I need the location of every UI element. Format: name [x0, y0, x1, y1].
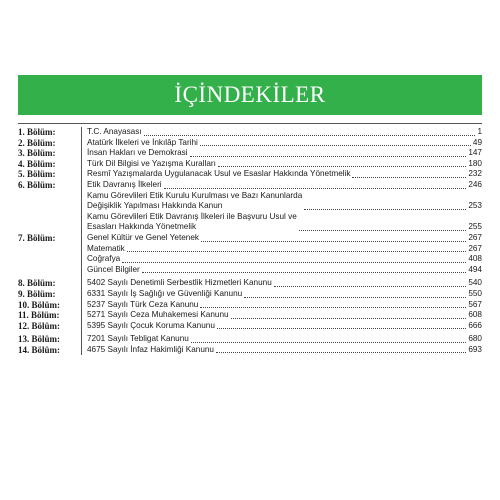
- toc-entry: [87, 310, 482, 321]
- toc-page-number: 49: [472, 137, 482, 147]
- toc-row: [18, 138, 482, 149]
- toc-entry: [87, 334, 482, 345]
- toc-entry: [87, 169, 482, 180]
- toc-entry: [87, 191, 482, 212]
- toc-vertical-rule: [81, 310, 82, 321]
- toc-vertical-rule: [81, 289, 82, 300]
- toc-row: [18, 169, 482, 180]
- toc-entry-title: T.C. Anayasası: [87, 127, 142, 136]
- toc-chapter-label: 9. Bölüm:: [18, 288, 56, 299]
- toc-vertical-rule: [81, 191, 82, 212]
- toc-page-number: 494: [468, 264, 482, 274]
- toc-dot-leader: [231, 318, 467, 319]
- toc-row: [18, 278, 482, 289]
- toc-entry: [87, 321, 482, 332]
- toc-chapter-label: 1. Bölüm:: [18, 127, 56, 137]
- toc-entry-title: 7201 Sayılı Tebligat Kanunu: [87, 334, 189, 344]
- toc-vertical-rule: [81, 127, 82, 138]
- toc-dot-leader: [200, 307, 466, 308]
- toc-page-number: 567: [468, 299, 482, 309]
- toc-entry-title: Genel Kültür ve Genel Yetenek: [87, 232, 199, 242]
- toc-banner: [18, 75, 482, 115]
- toc-entry-title: Kamu Görevlileri Etik Kurulu Kurulması ve Bazı Kanunlarda Değişiklik Yapılması Hakkında Kanun: [87, 190, 303, 211]
- toc-vertical-rule: [81, 159, 82, 170]
- toc-entry-title: Güncel Bilgiler: [87, 264, 140, 274]
- toc-chapter-label: 11. Bölüm:: [18, 310, 60, 321]
- toc-dot-leader: [200, 145, 471, 146]
- toc-dot-leader: [144, 135, 476, 136]
- toc-page-number: 540: [468, 278, 482, 288]
- toc-chapter-label: 3. Bölüm:: [18, 148, 56, 159]
- toc-entry: [87, 180, 482, 191]
- toc-chapter-label: 7. Bölüm:: [18, 232, 56, 243]
- toc-chapter-label: 4. Bölüm:: [18, 158, 56, 169]
- toc-vertical-rule: [81, 345, 82, 356]
- toc-vertical-rule: [81, 180, 82, 191]
- toc-vertical-rule: [81, 300, 82, 311]
- toc-page-number: 267: [468, 243, 482, 253]
- toc-vertical-rule: [81, 212, 82, 233]
- toc-entry-title: 4675 Sayılı İnfaz Hakimliği Kanunu: [87, 344, 214, 354]
- toc-dot-leader: [190, 156, 467, 157]
- toc-dot-leader: [216, 352, 466, 353]
- toc-entry-title: Coğrafya: [87, 254, 121, 264]
- toc-entry-title: 6331 Sayılı İş Sağlığı ve Güvenliği Kanunu: [87, 288, 243, 298]
- toc-entry: [87, 254, 482, 265]
- toc-page-number: 666: [468, 320, 482, 330]
- toc-page-number: 608: [468, 310, 482, 320]
- divider: [18, 123, 482, 124]
- toc-page-number: 232: [468, 169, 482, 179]
- toc-row: [18, 265, 482, 276]
- toc-entry-title: İnsan Hakları ve Demokrasi: [87, 148, 188, 158]
- toc-row: [18, 254, 482, 265]
- toc-row: [18, 334, 482, 345]
- toc-entry: [87, 244, 482, 255]
- toc-chapter-label: 6. Bölüm:: [18, 179, 56, 190]
- toc-row: [18, 159, 482, 170]
- toc-entry-title: 5237 Sayılı Türk Ceza Kanunu: [87, 299, 199, 309]
- toc-chapter-label: 13. Bölüm:: [18, 334, 61, 345]
- toc-entry-title: Atatürk İlkeleri ve İnkılâp Tarihi: [87, 137, 198, 147]
- toc-row: [18, 233, 482, 244]
- toc-entry: [87, 345, 482, 356]
- toc-chapter-label: 14. Bölüm:: [18, 344, 61, 355]
- toc-page-number: 267: [468, 232, 482, 242]
- toc-entry: [87, 278, 482, 289]
- toc-dot-leader: [164, 188, 467, 189]
- toc-row: [18, 289, 482, 300]
- toc-row: [18, 321, 482, 332]
- toc-entry: [87, 127, 482, 138]
- toc-row: [18, 212, 482, 233]
- toc-page-number: 180: [468, 158, 482, 168]
- toc-row: [18, 191, 482, 212]
- toc-entry: [87, 289, 482, 300]
- table-of-contents: [18, 127, 482, 355]
- toc-page-number: 408: [468, 254, 482, 264]
- toc-dot-leader: [304, 209, 466, 210]
- toc-page-number: 1: [477, 127, 482, 136]
- toc-chapter-label: 5. Bölüm:: [18, 169, 56, 180]
- toc-entry: [87, 159, 482, 170]
- toc-dot-leader: [274, 286, 467, 287]
- toc-entry-title: 5402 Sayılı Denetimli Serbestlik Hizmetleri Kanunu: [87, 278, 272, 288]
- toc-vertical-rule: [81, 138, 82, 149]
- toc-entry-title: 5271 Sayılı Ceza Muhakemesi Kanunu: [87, 310, 229, 320]
- toc-chapter-label: 8. Bölüm:: [18, 278, 56, 289]
- toc-entry-title: 5395 Sayılı Çocuk Koruma Kanunu: [87, 320, 215, 330]
- toc-dot-leader: [352, 177, 466, 178]
- toc-vertical-rule: [81, 334, 82, 345]
- toc-page-number: 680: [468, 334, 482, 344]
- toc-vertical-rule: [81, 244, 82, 255]
- toc-entry: [87, 148, 482, 159]
- toc-entry-title: Etik Davranış İlkeleri: [87, 179, 162, 189]
- page-title: İÇİNDEKİLER: [174, 82, 326, 107]
- toc-vertical-rule: [81, 169, 82, 180]
- toc-vertical-rule: [81, 254, 82, 265]
- toc-entry: [87, 138, 482, 149]
- toc-entry: [87, 265, 482, 276]
- toc-entry-title: Matematik: [87, 243, 125, 253]
- toc-chapter-label: 10. Bölüm:: [18, 299, 61, 310]
- toc-entry: [87, 212, 482, 233]
- toc-entry: [87, 300, 482, 311]
- toc-entry-title: Resmî Yazışmalarda Uygulanacak Usul ve Esaslar Hakkında Yönetmelik: [87, 169, 351, 179]
- toc-vertical-rule: [81, 148, 82, 159]
- toc-entry-title: Türk Dil Bilgisi ve Yazışma Kuralları: [87, 158, 216, 168]
- toc-dot-leader: [201, 241, 466, 242]
- toc-dot-leader: [142, 272, 467, 273]
- toc-vertical-rule: [81, 321, 82, 332]
- toc-row: [18, 300, 482, 311]
- toc-row: [18, 148, 482, 159]
- toc-page-number: 147: [468, 148, 482, 158]
- toc-row: [18, 310, 482, 321]
- toc-chapter-label: 2. Bölüm:: [18, 137, 56, 148]
- toc-page-number: 550: [468, 288, 482, 298]
- toc-vertical-rule: [81, 233, 82, 244]
- toc-dot-leader: [127, 251, 467, 252]
- toc-page-number: 693: [468, 344, 482, 354]
- toc-row: [18, 244, 482, 255]
- toc-page-number: 246: [468, 179, 482, 189]
- toc-dot-leader: [218, 166, 466, 167]
- toc-dot-leader: [122, 262, 466, 263]
- toc-row: [18, 180, 482, 191]
- toc-dot-leader: [191, 342, 467, 343]
- toc-page-number: 255: [468, 222, 482, 232]
- toc-vertical-rule: [81, 278, 82, 289]
- toc-chapter-label: 12. Bölüm:: [18, 320, 61, 331]
- toc-page-number: 253: [468, 201, 482, 211]
- toc-dot-leader: [244, 297, 466, 298]
- toc-row: [18, 127, 482, 138]
- toc-dot-leader: [299, 230, 467, 231]
- toc-dot-leader: [217, 328, 466, 329]
- toc-entry-title: Kamu Görevlileri Etik Davranış İlkeleri ile Başvuru Usul ve Esasları Hakkında Yönetmelik: [87, 211, 297, 232]
- toc-entry: [87, 233, 482, 244]
- toc-row: [18, 345, 482, 356]
- toc-vertical-rule: [81, 265, 82, 276]
